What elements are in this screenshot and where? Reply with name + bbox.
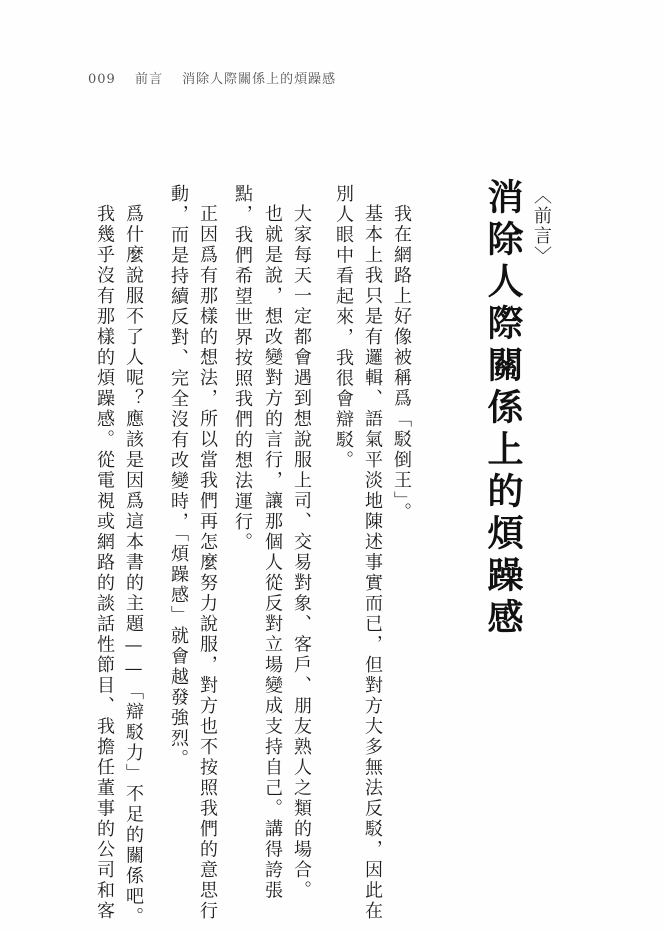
body-line: 爲什麼說服不了人呢？應該是因爲這本書的主題——「辯駁力」不足的關係吧。 bbox=[123, 204, 144, 928]
preface-kicker: 〈前言〉 bbox=[531, 186, 552, 266]
body-line: 點，我們希望世界按照我們的想法運行。 bbox=[232, 184, 253, 553]
body-line: 正因爲有那樣的想法，所以當我們再怎麼努力說服，對方也不按照我們的意思行 bbox=[197, 204, 218, 922]
body-line: 動，而是持續反對、完全沒有改變時，「煩躁感」就會越發強烈。 bbox=[168, 184, 189, 770]
body-line: 基本上我只是有邏輯、語氣平淡地陳述事實而已，但對方大多無法反駁，因此在 bbox=[362, 204, 383, 922]
chapter-title: 消除人際關係上的煩躁感 bbox=[482, 178, 524, 640]
running-header bbox=[88, 68, 350, 87]
body-line: 也就是說，想改變對方的言行，讓那個人從反對立場變成支持自己。講得誇張 bbox=[262, 204, 283, 901]
body-line: 別人眼中看起來，我很會辯駁。 bbox=[333, 184, 354, 471]
body-line: 我幾乎沒有那樣的煩躁感。從電視或網路的談話性節目、我擔任董事的公司和客 bbox=[94, 204, 115, 922]
section-label: 前言 bbox=[134, 72, 163, 87]
chapter-title-header: 消除人際關係上的煩躁感 bbox=[182, 72, 337, 87]
body-line: 我在網路上好像被稱爲「駁倒王」。 bbox=[391, 204, 412, 523]
body-line: 大家每天一定都會遇到想說服上司、交易對象、客戶、朋友熟人之類的場合。 bbox=[291, 204, 312, 901]
page-number: 009 bbox=[88, 72, 116, 87]
